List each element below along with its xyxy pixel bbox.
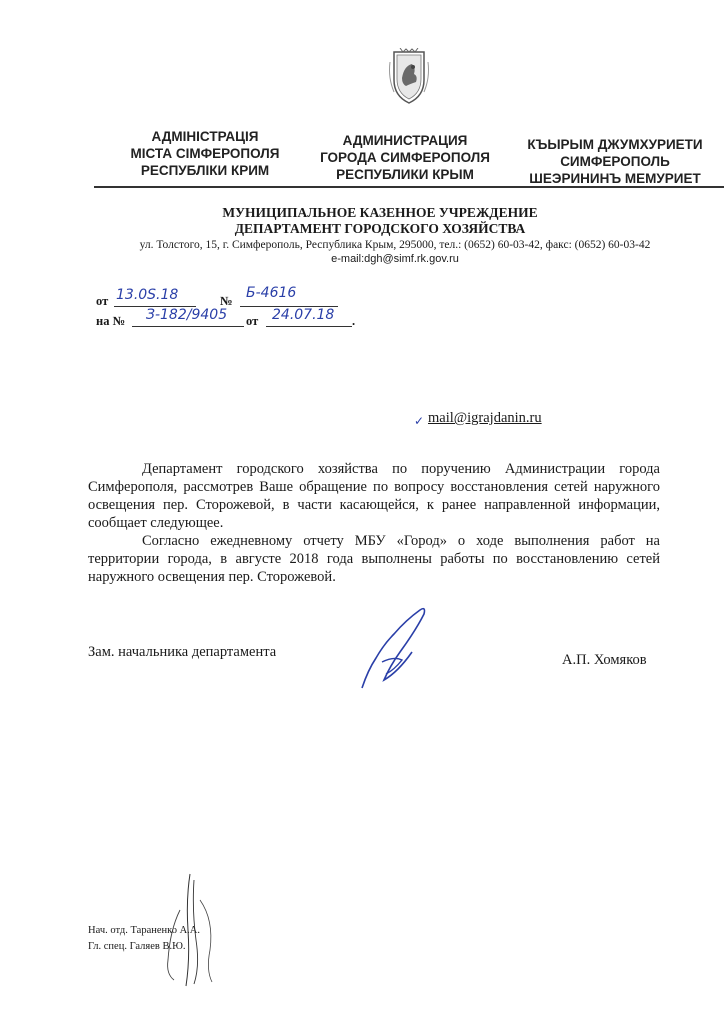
- handwritten-signature: [354, 600, 440, 692]
- header-russian: [300, 132, 510, 183]
- header-ru-line: РЕСПУБЛИКИ КРЫМ: [336, 167, 474, 182]
- recipient-email[interactable]: mail@igrajdanin.ru: [428, 410, 542, 426]
- org-address: ул. Толстого, 15, г. Симферополь, Республика Крым, 295000, тел.: (0652) 60-03-42, факс: (0652) 60-03-42: [139, 239, 651, 251]
- header-ua-line: РЕСПУБЛІКИ КРИМ: [140, 163, 270, 178]
- header-crimean-tatar: [506, 136, 724, 187]
- reply-number-underline: [132, 326, 244, 327]
- outgoing-number: Б-4616: [246, 285, 297, 301]
- number-label: №: [220, 294, 233, 308]
- coat-of-arms-emblem: [386, 48, 432, 106]
- signatory-name: А.П. Хомяков: [562, 652, 647, 668]
- executor-line: Нач. отд. Тараненко А.А.: [88, 925, 200, 936]
- org-name-line1: МУНИЦИПАЛЬНОЕ КАЗЕННОЕ УЧРЕЖДЕНИЕ: [222, 205, 538, 220]
- outgoing-date: 13.0S.18: [116, 287, 179, 303]
- org-name-line2: ДЕПАРТАМЕНТ ГОРОДСКОГО ХОЗЯЙСТВА: [234, 221, 526, 236]
- initials-mark: [150, 870, 232, 990]
- from-label: от: [96, 294, 109, 308]
- org-email: e-mail:dgh@simf.rk.gov.ru: [331, 253, 459, 265]
- signatory-title: Зам. начальника департамента: [88, 644, 277, 660]
- check-mark-icon: ✓: [414, 414, 425, 428]
- reply-number: З-182/9405: [146, 307, 228, 323]
- reply-label: на №: [96, 314, 126, 328]
- header-ukrainian: [100, 128, 310, 179]
- reply-date-underline: [266, 326, 352, 327]
- header-crh-line: КЪЫРЫМ ДЖУМХУРИЕТИ: [527, 137, 703, 152]
- body-paragraph: Департамент городского хозяйства по поручению Администрации города Симферополя, рассмотрев Ваше обращение по вопросу восстановления сетей наружного освещения пер. Сторожевой, в части касающейся, к ранее направленной информации, сообщает следующее.: [88, 461, 660, 531]
- header-divider: [94, 186, 724, 188]
- header-crh-line: ШЕЭРИНИНЪ МЕМУРИЕТ: [529, 171, 701, 186]
- header-ua-line: МІСТА СІМФЕРОПОЛЯ: [130, 146, 280, 161]
- reply-end-dot: .: [352, 314, 356, 328]
- header-crh-line: СИМФЕРОПОЛЬ: [560, 154, 670, 169]
- letter-body: [88, 460, 660, 586]
- reply-date: 24.07.18: [272, 307, 335, 323]
- body-paragraph: Согласно ежедневному отчету МБУ «Город» о ходе выполнения работ на территории города, в августе 2018 года выполнены работы по восстановлению сетей наружного освещения пер. Сторожевой.: [88, 533, 660, 585]
- executor-line: Гл. спец. Галяев В.Ю.: [88, 941, 186, 952]
- header-ru-line: АДМИНИСТРАЦИЯ: [342, 133, 468, 148]
- header-ua-line: АДМІНІСТРАЦІЯ: [151, 129, 259, 144]
- reply-from-label: от: [246, 314, 259, 328]
- header-ru-line: ГОРОДА СИМФЕРОПОЛЯ: [320, 150, 490, 165]
